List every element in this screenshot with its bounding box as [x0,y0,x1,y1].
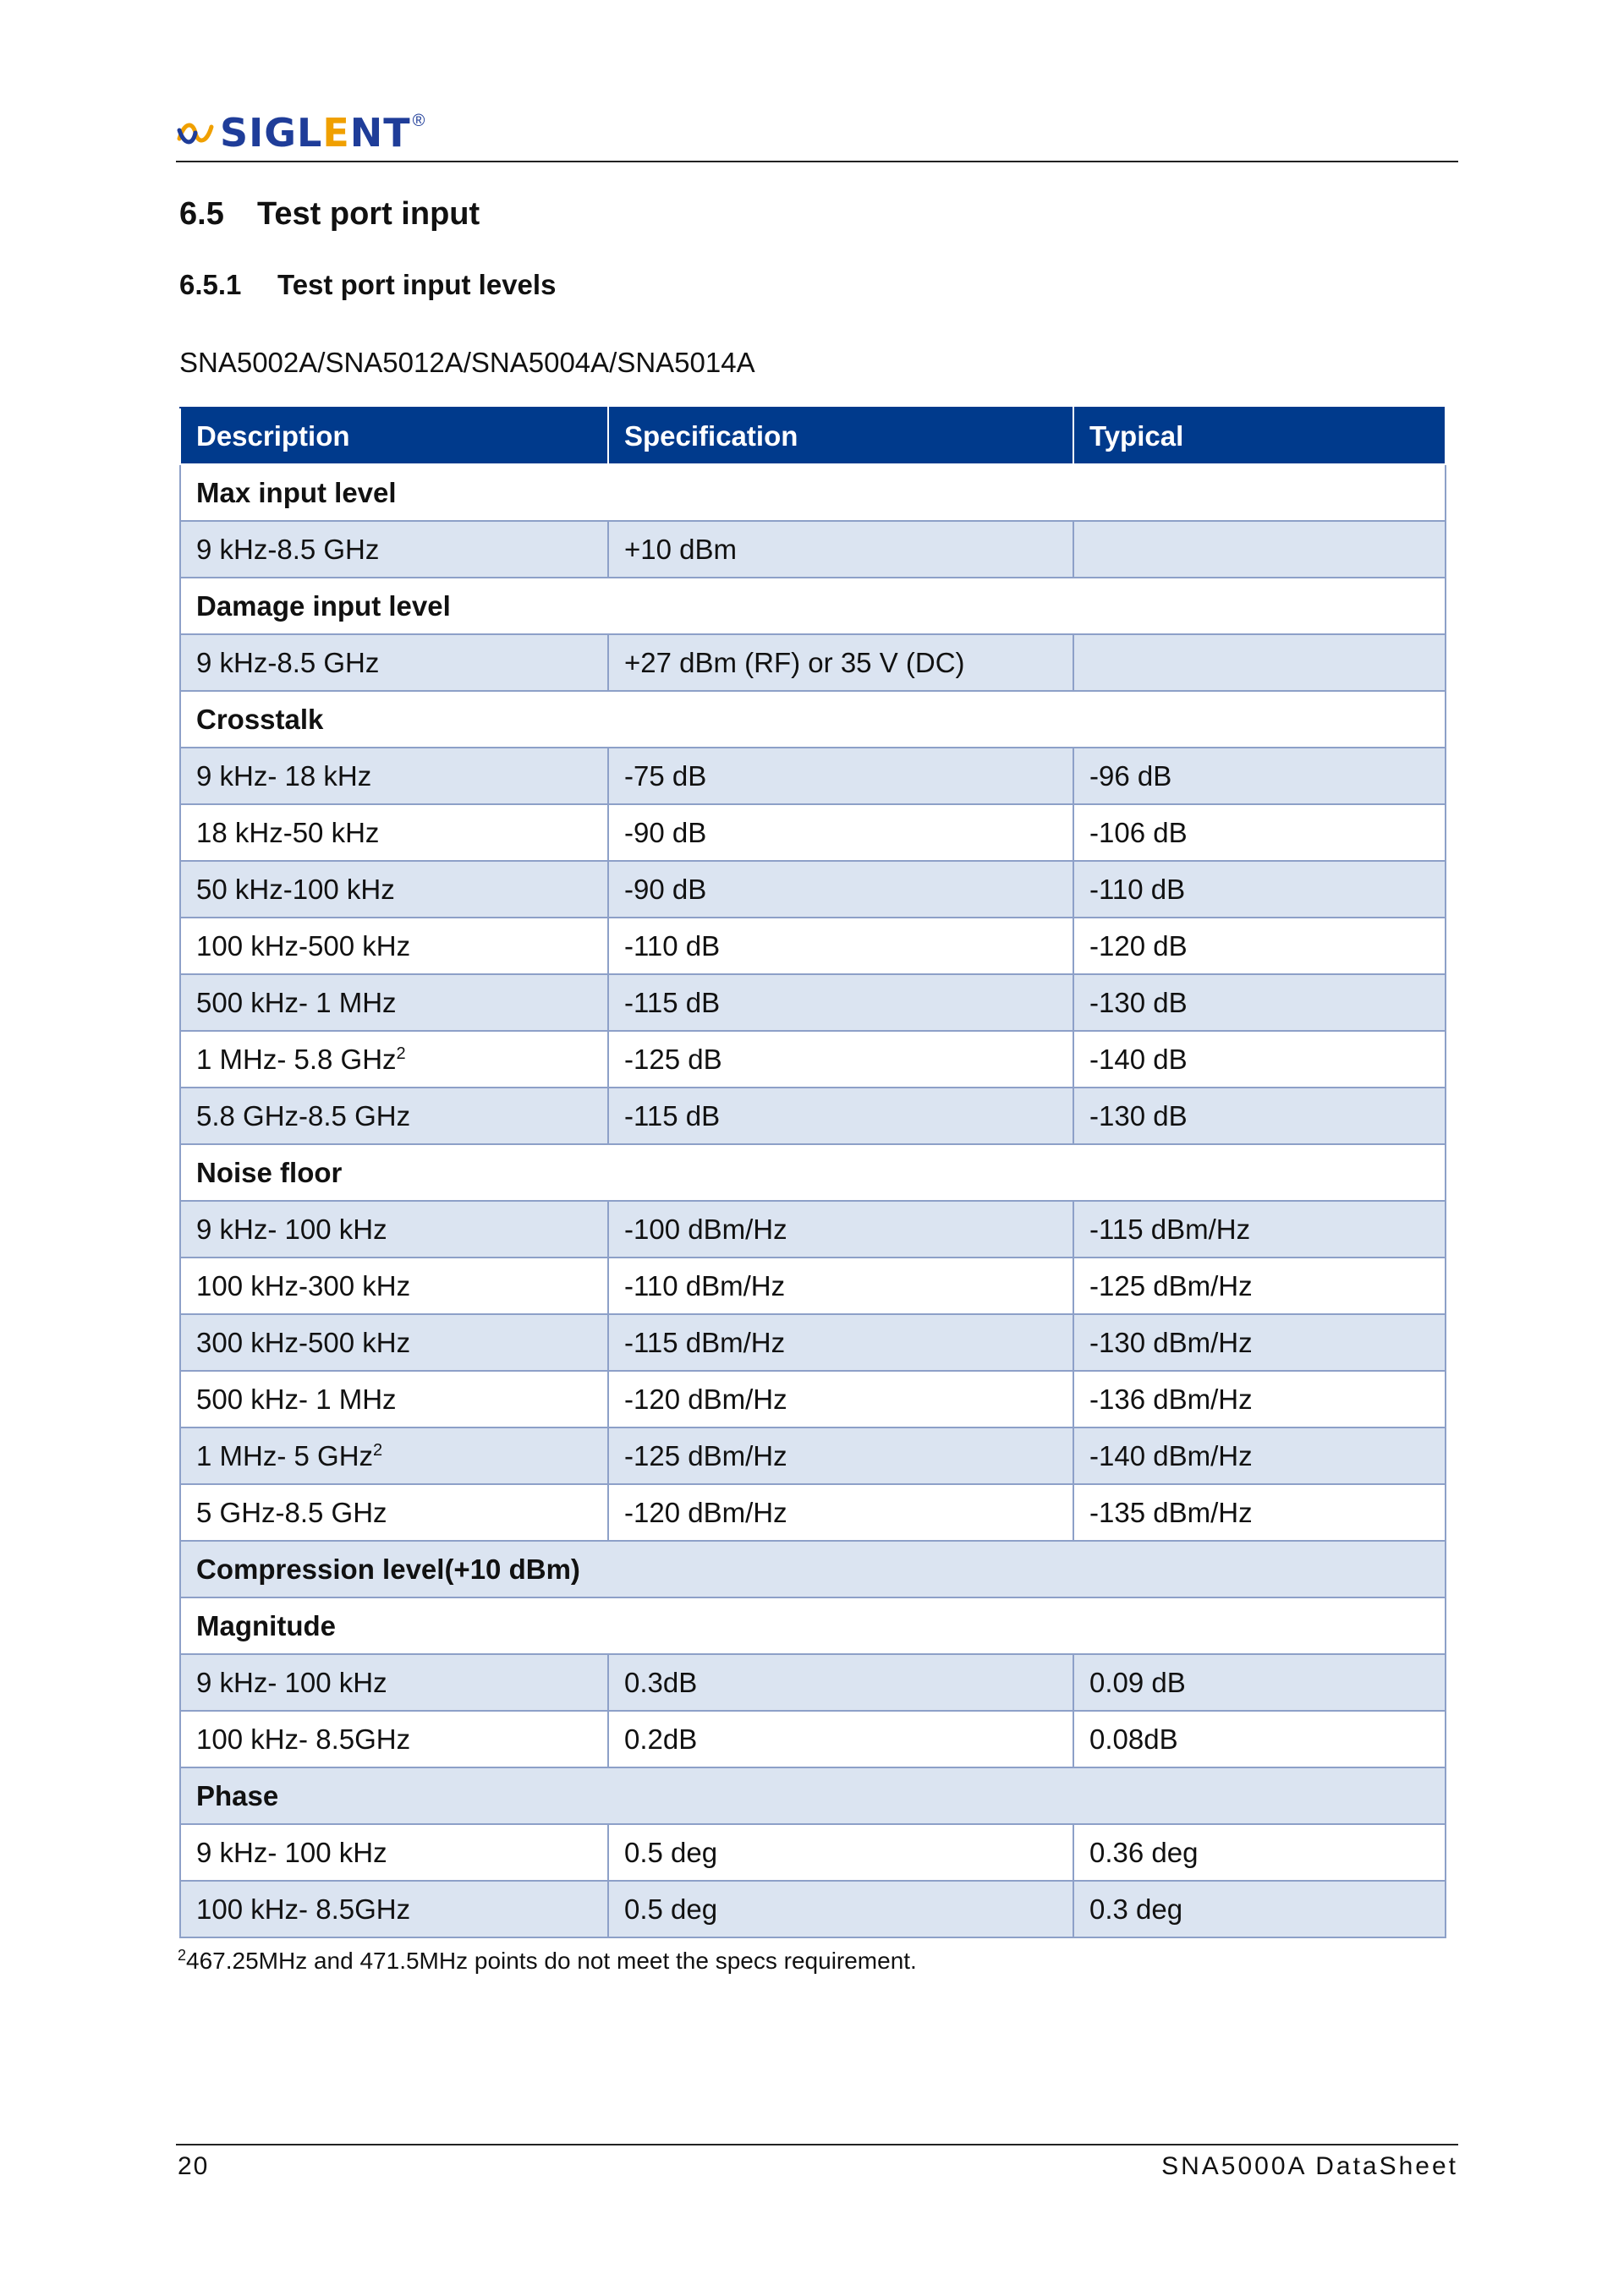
cell-text: 1 MHz- 5 GHz [196,1439,374,1471]
cell-typical [1073,1031,1446,1088]
table-body [180,464,1446,1937]
cell-typical [1073,1201,1446,1258]
table-row [180,1427,1446,1484]
cell-typical [1073,1881,1446,1937]
cell-text: -115 dBm/Hz [1089,1213,1251,1245]
cell-specification [608,974,1073,1031]
table-row [180,1258,1446,1314]
table-row [180,918,1446,974]
cell-typical [1073,1711,1446,1767]
cell-text: -115 dB [624,1099,721,1132]
cell-text: -120 dBm/Hz [624,1496,787,1528]
cell-text: -120 dBm/Hz [624,1383,787,1415]
cell-description [180,1314,608,1371]
cell-text: -110 dBm/Hz [624,1269,786,1301]
table-row [180,974,1446,1031]
table-row [180,1824,1446,1881]
table-row [180,1088,1446,1144]
table-row [180,1371,1446,1427]
section-label: Crosstalk [180,691,1446,748]
cell-specification [608,1371,1073,1427]
cell-specification [608,918,1073,974]
cell-text: 18 kHz-50 kHz [196,816,380,848]
cell-text: 0.5 deg [624,1893,718,1925]
cell-text: +10 dBm [624,533,737,565]
cell-typical [1073,918,1446,974]
cell-specification [608,804,1073,861]
siglent-wave-icon [176,113,215,152]
cell-text: 500 kHz- 1 MHz [196,1383,397,1415]
table-row [180,521,1446,578]
cell-description [180,804,608,861]
cell-text: 0.2dB [624,1723,698,1755]
table-section-row [180,464,1446,521]
cell-text: 9 kHz- 100 kHz [196,1666,387,1698]
table-section-row [180,1541,1446,1597]
table-section-row [180,1767,1446,1824]
document-name: SNA5000A DataSheet [1161,2152,1458,2180]
cell-text: 0.5 deg [624,1836,718,1868]
cell-text: -125 dB [624,1043,722,1075]
cell-typical [1073,1654,1446,1711]
cell-text: -100 dBm/Hz [624,1213,787,1245]
cell-text: 9 kHz-8.5 GHz [196,646,380,678]
footnote-mark: 2 [178,1947,187,1964]
table-row [180,1484,1446,1541]
cell-text: -136 dBm/Hz [1089,1383,1253,1415]
footnote-text: 467.25MHz and 471.5MHz points do not meet the specs requirement. [186,1948,917,1974]
cell-specification [608,1088,1073,1144]
cell-description [180,1484,608,1541]
cell-text: -115 dBm/Hz [624,1326,786,1358]
cell-description [180,1201,608,1258]
table-section-row [180,1144,1446,1201]
footnote-ref: 2 [396,1044,406,1063]
cell-text: 100 kHz- 8.5GHz [196,1893,411,1925]
cell-description [180,748,608,804]
cell-typical [1073,1484,1446,1541]
cell-description [180,1824,608,1881]
cell-typical [1073,1427,1446,1484]
cell-description [180,1711,608,1767]
column-header-description: Description [180,408,608,464]
spec-table [179,407,1446,1938]
cell-specification [608,1484,1073,1541]
cell-description [180,1654,608,1711]
cell-specification [608,748,1073,804]
section-label: Damage input level [180,578,1446,634]
cell-specification [608,1427,1073,1484]
cell-typical [1073,861,1446,918]
section-label: Noise floor [180,1144,1446,1201]
cell-text: 0.3dB [624,1666,698,1698]
cell-text: -135 dBm/Hz [1089,1496,1253,1528]
table-header-row [180,408,1446,464]
section-label: Max input level [180,464,1446,521]
cell-text: 9 kHz- 100 kHz [196,1836,387,1868]
cell-text: 1 MHz- 5.8 GHz [196,1043,397,1075]
cell-text: 9 kHz- 100 kHz [196,1213,387,1245]
cell-specification [608,1711,1073,1767]
cell-text: -115 dB [624,986,721,1018]
cell-typical [1073,1314,1446,1371]
cell-text: -96 dB [1089,759,1172,792]
table-row [180,634,1446,691]
cell-text: 100 kHz-500 kHz [196,929,411,962]
cell-text: 300 kHz-500 kHz [196,1326,411,1358]
cell-text: 5 GHz-8.5 GHz [196,1496,387,1528]
cell-text: 5.8 GHz-8.5 GHz [196,1099,411,1132]
cell-text: 0.3 deg [1089,1893,1183,1925]
cell-text: 9 kHz-8.5 GHz [196,533,380,565]
cell-specification [608,1824,1073,1881]
cell-description [180,1031,608,1088]
cell-text: -106 dB [1089,816,1188,848]
cell-text: -110 dB [624,929,721,962]
cell-typical [1073,974,1446,1031]
cell-text: +27 dBm (RF) or 35 V (DC) [624,646,965,678]
table-row [180,1654,1446,1711]
column-header-typical: Typical [1073,408,1446,464]
table-section-row [180,691,1446,748]
table-row [180,1881,1446,1937]
cell-description [180,1258,608,1314]
cell-text: -130 dB [1089,986,1188,1018]
registered-mark: ® [412,112,425,130]
cell-specification [608,1258,1073,1314]
cell-specification [608,1031,1073,1088]
cell-description [180,918,608,974]
model-list: SNA5002A/SNA5012A/SNA5004A/SNA5014A [179,347,755,378]
cell-description [180,1088,608,1144]
table-row [180,1314,1446,1371]
cell-text: -90 dB [624,816,707,848]
section-heading [179,196,480,233]
section-label: Magnitude [180,1597,1446,1654]
cell-description [180,521,608,578]
cell-description [180,974,608,1031]
cell-description [180,1881,608,1937]
cell-text: 0.08dB [1089,1723,1178,1755]
cell-specification [608,861,1073,918]
section-label: Phase [180,1767,1446,1824]
table-row [180,1711,1446,1767]
cell-typical [1073,521,1446,578]
cell-text: 0.36 deg [1089,1836,1199,1868]
cell-text: 50 kHz-100 kHz [196,873,395,905]
cell-specification [608,634,1073,691]
subsection-number: 6.5.1 [179,269,242,300]
cell-text: 100 kHz- 8.5GHz [196,1723,411,1755]
cell-typical [1073,1258,1446,1314]
cell-text: 9 kHz- 18 kHz [196,759,372,792]
cell-specification [608,1201,1073,1258]
table-row [180,861,1446,918]
cell-text: -110 dB [1089,873,1186,905]
page-number: 20 [178,2152,210,2180]
table-row [180,1031,1446,1088]
cell-text: 500 kHz- 1 MHz [196,986,397,1018]
siglent-logo [176,108,425,157]
cell-text: -90 dB [624,873,707,905]
cell-text: -125 dBm/Hz [624,1439,787,1471]
cell-typical [1073,634,1446,691]
cell-typical [1073,748,1446,804]
page-header [176,108,1458,162]
section-label: Compression level(+10 dBm) [180,1541,1446,1597]
cell-text: -120 dB [1089,929,1188,962]
cell-typical [1073,804,1446,861]
cell-text: -125 dBm/Hz [1089,1269,1253,1301]
table-row [180,748,1446,804]
cell-text: -140 dB [1089,1043,1188,1075]
brand-name: SIGLENT [220,110,411,156]
table-section-row [180,578,1446,634]
subsection-heading [179,269,556,301]
cell-specification [608,1654,1073,1711]
footnote-ref: 2 [373,1440,383,1460]
cell-text: -130 dBm/Hz [1089,1326,1253,1358]
subsection-title: Test port input levels [277,269,557,300]
table-row [180,804,1446,861]
table-row [180,1201,1446,1258]
cell-typical [1073,1088,1446,1144]
cell-description [180,1371,608,1427]
cell-specification [608,521,1073,578]
cell-specification [608,1881,1073,1937]
section-title: Test port input [257,196,480,232]
cell-description [180,861,608,918]
cell-text: -130 dB [1089,1099,1188,1132]
cell-text: 100 kHz-300 kHz [196,1269,411,1301]
table-section-row [180,1597,1446,1654]
cell-text: -75 dB [624,759,707,792]
footnote [178,1948,917,1975]
cell-typical [1073,1824,1446,1881]
cell-description [180,1427,608,1484]
footer-divider [176,2144,1458,2145]
section-number: 6.5 [179,196,224,232]
cell-typical [1073,1371,1446,1427]
cell-text: -140 dBm/Hz [1089,1439,1253,1471]
cell-description [180,634,608,691]
column-header-specification: Specification [608,408,1073,464]
cell-specification [608,1314,1073,1371]
cell-text: 0.09 dB [1089,1666,1186,1698]
